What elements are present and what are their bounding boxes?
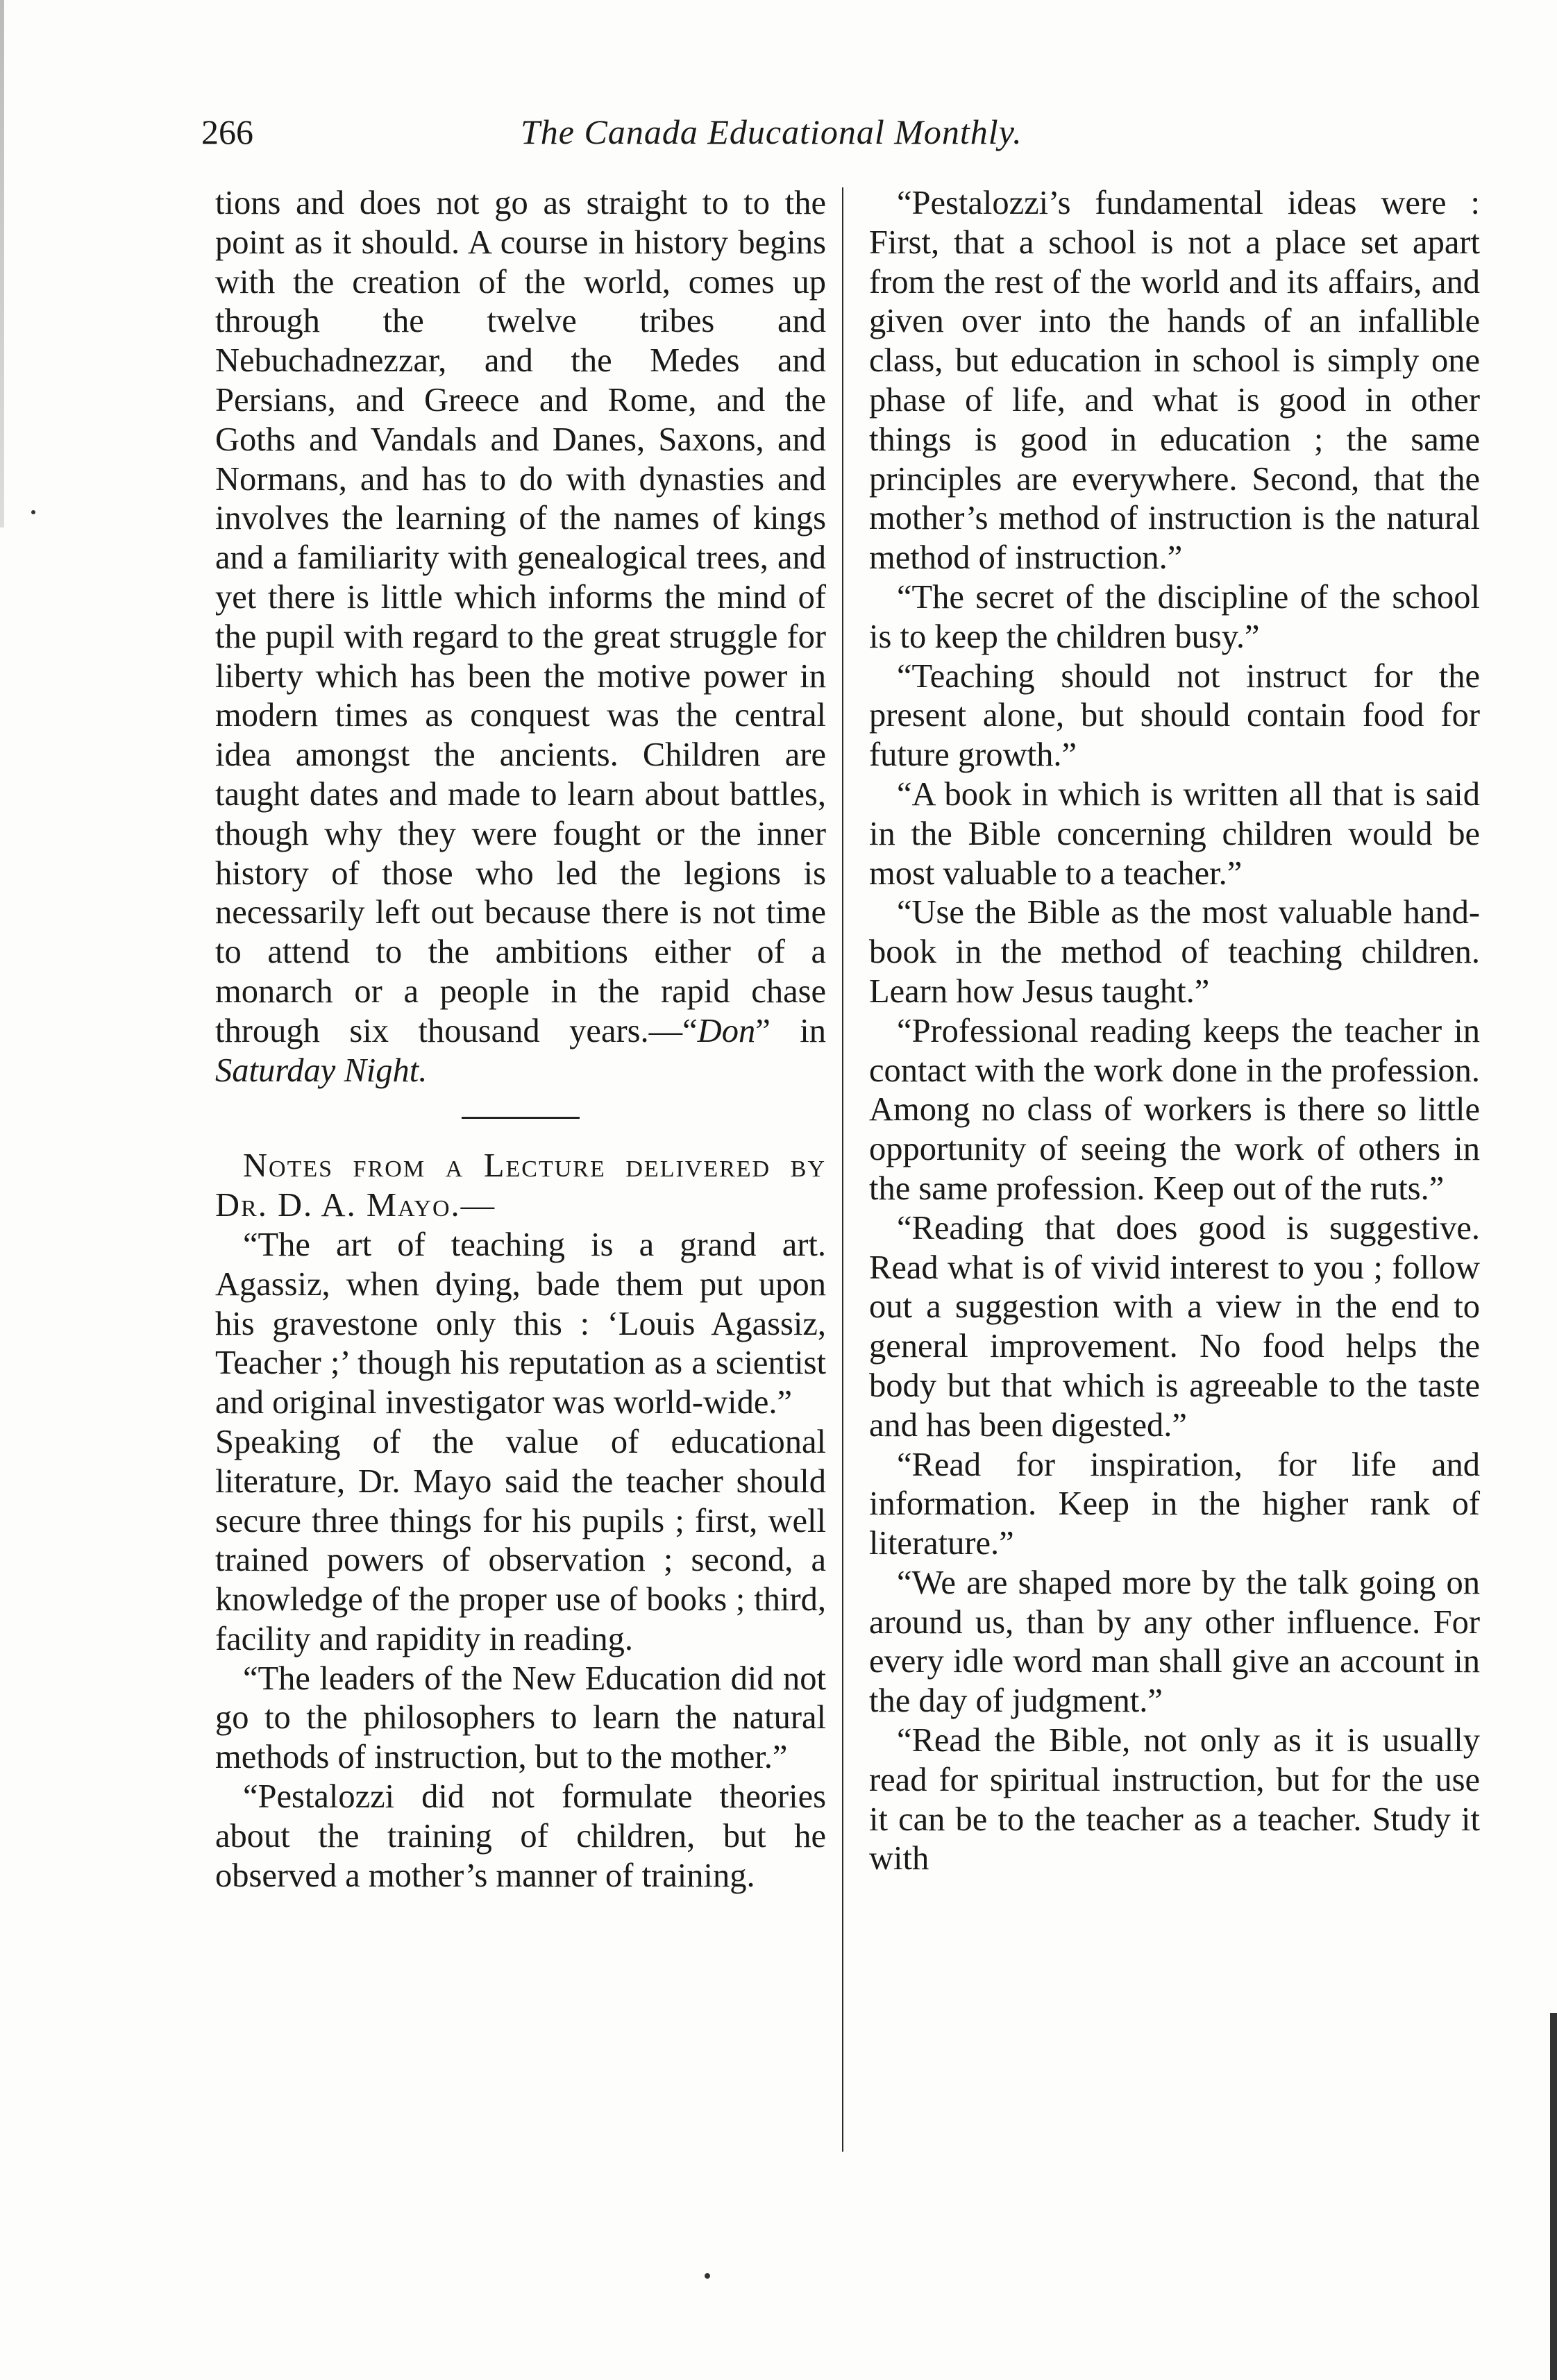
ink-speck [31,510,35,514]
paragraph-text: tions and does not go as straight to to the point as it should. A course in history begins with the creation of the world, comes up through the twelve tribes and Nebuchadnezzar, and the Medes and Persians, and Greece and Rome, and the Goths and Vandals and Danes, Saxons, and Normans, and has to do with dynasties and involves the learning of the names of kings and a familiarity with genealogical trees, and yet there is little which informs the mind of the pupil with regard to the great struggle for liberty which has been the motive power in modern times as conquest was the central idea amongst the ancients. Children are taught dates and made to learn about battles, though why they were fought or the inner history of those who led the legions is necessarily left out because there is not time to attend to the ambitions either of a monarch or a people in the rapid chase through six thousand years.—“ [215,185,826,1049]
right-column [869,184,1480,1879]
heading-dash: — [460,1187,495,1224]
section-divider [462,1117,580,1119]
notes-heading: Notes from a Lecture delivered by Dr. D. A. Mayo. [215,1147,826,1224]
quotation: “Professional reading keeps the teacher in contact with the work done in the profession. Among no class of workers is there so little opportunity of seeing the work of others in the same profession. Keep out of the ruts.” [869,1012,1480,1207]
quotation: “Read the Bible, not only as it is usually read for spiritual instruction, but for the use it can be to the teacher as a teacher. Study it with [869,1722,1480,1877]
page-header [201,111,1166,160]
scan-edge-shadow-left [0,0,4,528]
paragraph [215,184,826,1090]
quotation: “Pestalozzi did not formulate theories about the training of children, but he observed a mother’s manner of training. [215,1778,826,1894]
page-number: 266 [201,112,253,151]
quotation: “A book in which is written all that is said in the Bible concerning children would be most valuable to a teacher.” [869,775,1480,892]
scan-edge-shadow-right [1550,2013,1557,2380]
paragraph: Speaking of the value of educational literature, Dr. Mayo said the teacher should secure three things for his pupils ; first, well trained powers of observation ; second, a knowledge of the proper use of books ; third, facility and rapidity in reading. [215,1423,826,1657]
quotation: “The secret of the discipline of the school is to keep the children busy.” [869,578,1480,655]
quotation: “The art of teaching is a grand art. Agassiz, when dying, bade them put upon his gravestone only this : ‘Louis Agassiz, Teacher ;’ though his reputation as a scientist and original investigator was world-wide.” [215,1226,826,1421]
left-column [215,184,826,1896]
quotation: “Read for inspiration, for life and information. Keep in the higher rank of literature.” [869,1446,1480,1562]
running-title: The Canada Educational Monthly. [521,112,1022,151]
quotation: “Pestalozzi’s fundamental ideas were : First, that a school is not a place set apart from the rest of the world and its affairs, and given over into the hands of an infallible class, but education in school is simply one phase of life, and what is good in other things is good in education ; the same principles are everywhere. Second, that the mother’s method of instruction is the natural method of instruction.” [869,185,1480,577]
quotation: “Teaching should not instruct for the present alone, but should contain food for future growth.” [869,657,1480,774]
quotation: “We are shaped more by the talk going on around us, than by any other influence. For every idle word man shall give an account in the day of judgment.” [869,1564,1480,1720]
quotation: “The leaders of the New Education did not go to the philosophers to learn the natural methods of instruction, but to the mother.” [215,1660,826,1776]
source-connector: ” in [755,1012,826,1049]
section-heading [215,1147,826,1226]
source-author: Don [697,1012,756,1049]
quotation: “Use the Bible as the most valuable hand-book in the method of teaching children. Learn how Jesus taught.” [869,894,1480,1010]
quotation: “Reading that does good is suggestive. Read what is of vivid interest to you ; follow out a suggestion with a view in the end to general improvement. No food helps the body but that which is agreeable to the taste and has been digested.” [869,1209,1480,1444]
ink-speck [705,2273,710,2279]
source-publication: Saturday Night. [215,1052,428,1089]
column-divider [842,187,843,2152]
